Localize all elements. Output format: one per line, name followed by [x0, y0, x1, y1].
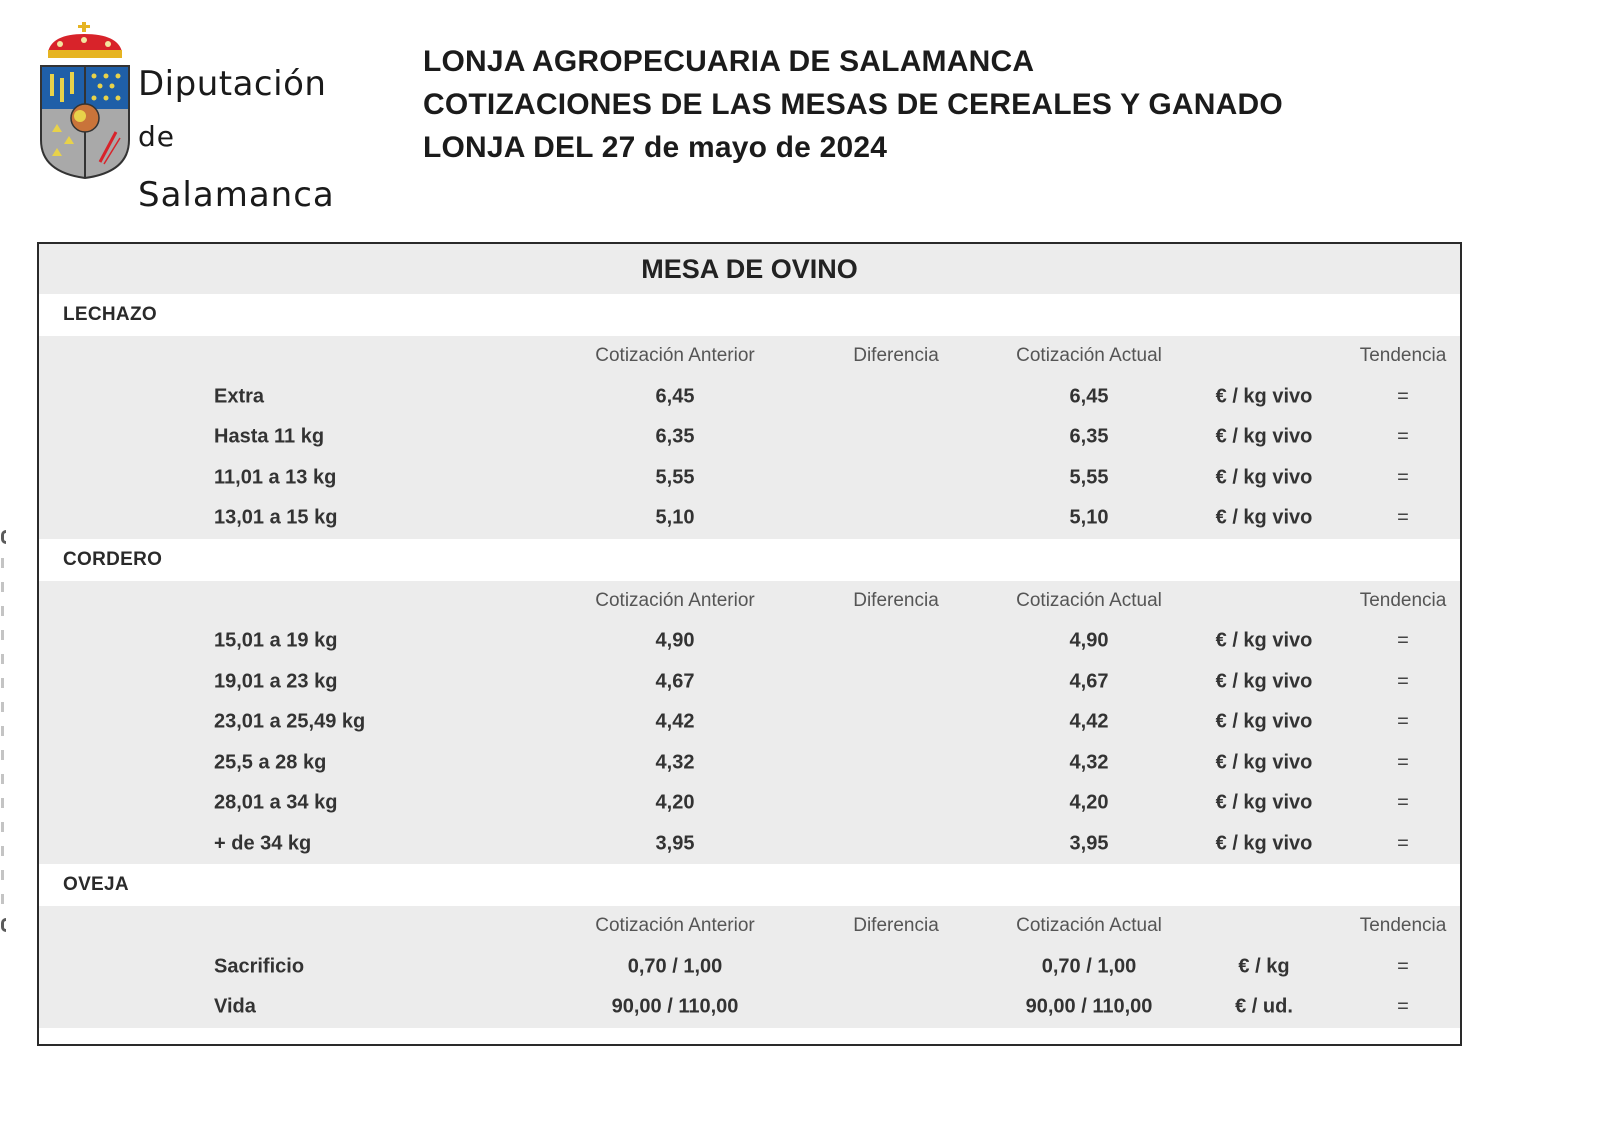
column-header-curr: Cotización Actual	[1016, 915, 1162, 937]
row-unit: € / kg	[1238, 955, 1290, 978]
logo-line-2-prefix: de	[138, 120, 175, 153]
row-trend: =	[1397, 791, 1409, 814]
row-prev-price: 4,90	[655, 629, 695, 652]
table-row	[39, 621, 1460, 662]
row-curr-price: 4,20	[1069, 791, 1109, 814]
row-curr-price: 4,42	[1069, 710, 1109, 733]
row-prev-price: 5,55	[655, 466, 695, 489]
row-prev-price: 4,32	[655, 751, 695, 774]
table-row	[39, 947, 1460, 988]
row-unit: € / kg vivo	[1215, 629, 1313, 652]
column-header-diff: Diferencia	[853, 345, 939, 367]
table-title-row	[39, 244, 1460, 294]
row-prev-price: 4,67	[655, 670, 695, 693]
column-header-diff: Diferencia	[853, 915, 939, 937]
row-label: 15,01 a 19 kg	[214, 629, 338, 652]
row-label: Sacrificio	[214, 955, 305, 978]
row-unit: € / kg vivo	[1215, 670, 1313, 693]
row-trend: =	[1397, 629, 1409, 652]
column-header-row	[39, 581, 1460, 622]
row-unit: € / kg vivo	[1215, 385, 1313, 408]
table-row	[39, 987, 1460, 1028]
header-line-date: LONJA DEL 27 de mayo de 2024	[423, 131, 888, 164]
column-header-trend: Tendencia	[1359, 915, 1447, 937]
row-trend: =	[1397, 751, 1409, 774]
column-header-curr: Cotización Actual	[1016, 345, 1162, 367]
table-row	[39, 783, 1460, 824]
row-prev-price: 4,20	[655, 791, 695, 814]
row-prev-price: 6,35	[655, 425, 695, 448]
row-unit: € / kg vivo	[1215, 506, 1313, 529]
row-curr-price: 4,67	[1069, 670, 1109, 693]
row-curr-price: 6,45	[1069, 385, 1109, 408]
column-header-diff: Diferencia	[853, 589, 939, 611]
table-row	[39, 824, 1460, 865]
row-label: 23,01 a 25,49 kg	[214, 710, 366, 733]
header-line-subject: COTIZACIONES DE LAS MESAS DE CEREALES Y GANADO	[423, 88, 1283, 121]
section-label-cordero: CORDERO	[39, 539, 1460, 581]
logo-wordmark	[138, 62, 368, 224]
table-row	[39, 662, 1460, 703]
row-label: Extra	[214, 385, 265, 408]
row-curr-price: 5,10	[1069, 506, 1109, 529]
row-unit: € / kg vivo	[1215, 425, 1313, 448]
row-curr-price: 4,90	[1069, 629, 1109, 652]
row-unit: € / kg vivo	[1215, 710, 1313, 733]
row-trend: =	[1397, 670, 1409, 693]
row-trend: =	[1397, 506, 1409, 529]
price-table	[37, 242, 1462, 1046]
row-curr-price: 4,32	[1069, 751, 1109, 774]
header-line-institution: LONJA AGROPECUARIA DE SALAMANCA	[423, 45, 1035, 78]
cropped-edge-text	[0, 530, 8, 980]
table-title: MESA DE OVINO	[641, 253, 858, 284]
column-header-prev: Cotización Anterior	[595, 915, 755, 937]
table-row	[39, 417, 1460, 458]
section-block-cordero	[39, 581, 1460, 865]
row-trend: =	[1397, 955, 1409, 978]
column-header-row	[39, 906, 1460, 947]
row-label: Hasta 11 kg	[214, 425, 325, 448]
row-prev-price: 90,00 / 110,00	[611, 995, 739, 1018]
row-curr-price: 0,70 / 1,00	[1041, 955, 1137, 978]
logo-line-1: Diputación	[138, 64, 327, 104]
column-header-trend: Tendencia	[1359, 589, 1447, 611]
logo-line-2	[138, 106, 368, 224]
column-header-prev: Cotización Anterior	[595, 589, 755, 611]
table-row	[39, 377, 1460, 418]
row-unit: € / ud.	[1235, 995, 1293, 1018]
row-trend: =	[1397, 995, 1409, 1018]
column-header-prev: Cotización Anterior	[595, 345, 755, 367]
column-header-trend: Tendencia	[1359, 345, 1447, 367]
section-block-lechazo	[39, 336, 1460, 539]
section-block-oveja	[39, 906, 1460, 1028]
row-unit: € / kg vivo	[1215, 832, 1313, 855]
row-unit: € / kg vivo	[1215, 466, 1313, 489]
section-label-lechazo: LECHAZO	[39, 294, 1460, 336]
row-prev-price: 0,70 / 1,00	[627, 955, 723, 978]
row-trend: =	[1397, 385, 1409, 408]
table-row	[39, 743, 1460, 784]
table-row	[39, 702, 1460, 743]
row-label: 19,01 a 23 kg	[214, 670, 338, 693]
row-curr-price: 90,00 / 110,00	[1025, 995, 1153, 1018]
row-label: Vida	[214, 995, 256, 1018]
row-trend: =	[1397, 832, 1409, 855]
row-label: 25,5 a 28 kg	[214, 751, 327, 774]
logo-line-2-main: Salamanca	[138, 175, 335, 215]
row-curr-price: 3,95	[1069, 832, 1109, 855]
row-trend: =	[1397, 425, 1409, 448]
row-label: 11,01 a 13 kg	[214, 466, 337, 489]
table-row	[39, 498, 1460, 539]
row-label: 28,01 a 34 kg	[214, 791, 338, 814]
row-prev-price: 5,10	[655, 506, 695, 529]
row-prev-price: 4,42	[655, 710, 695, 733]
row-label: + de 34 kg	[214, 832, 312, 855]
diputacion-salamanca-logo	[38, 22, 368, 215]
row-prev-price: 3,95	[655, 832, 695, 855]
column-header-curr: Cotización Actual	[1016, 589, 1162, 611]
row-prev-price: 6,45	[655, 385, 695, 408]
row-unit: € / kg vivo	[1215, 751, 1313, 774]
row-curr-price: 6,35	[1069, 425, 1109, 448]
coat-of-arms-icon	[38, 22, 132, 180]
document-header	[423, 40, 1283, 169]
column-header-row	[39, 336, 1460, 377]
section-label-oveja: OVEJA	[39, 864, 1460, 906]
row-curr-price: 5,55	[1069, 466, 1109, 489]
row-trend: =	[1397, 466, 1409, 489]
row-unit: € / kg vivo	[1215, 791, 1313, 814]
row-trend: =	[1397, 710, 1409, 733]
row-label: 13,01 a 15 kg	[214, 506, 338, 529]
table-row	[39, 458, 1460, 499]
